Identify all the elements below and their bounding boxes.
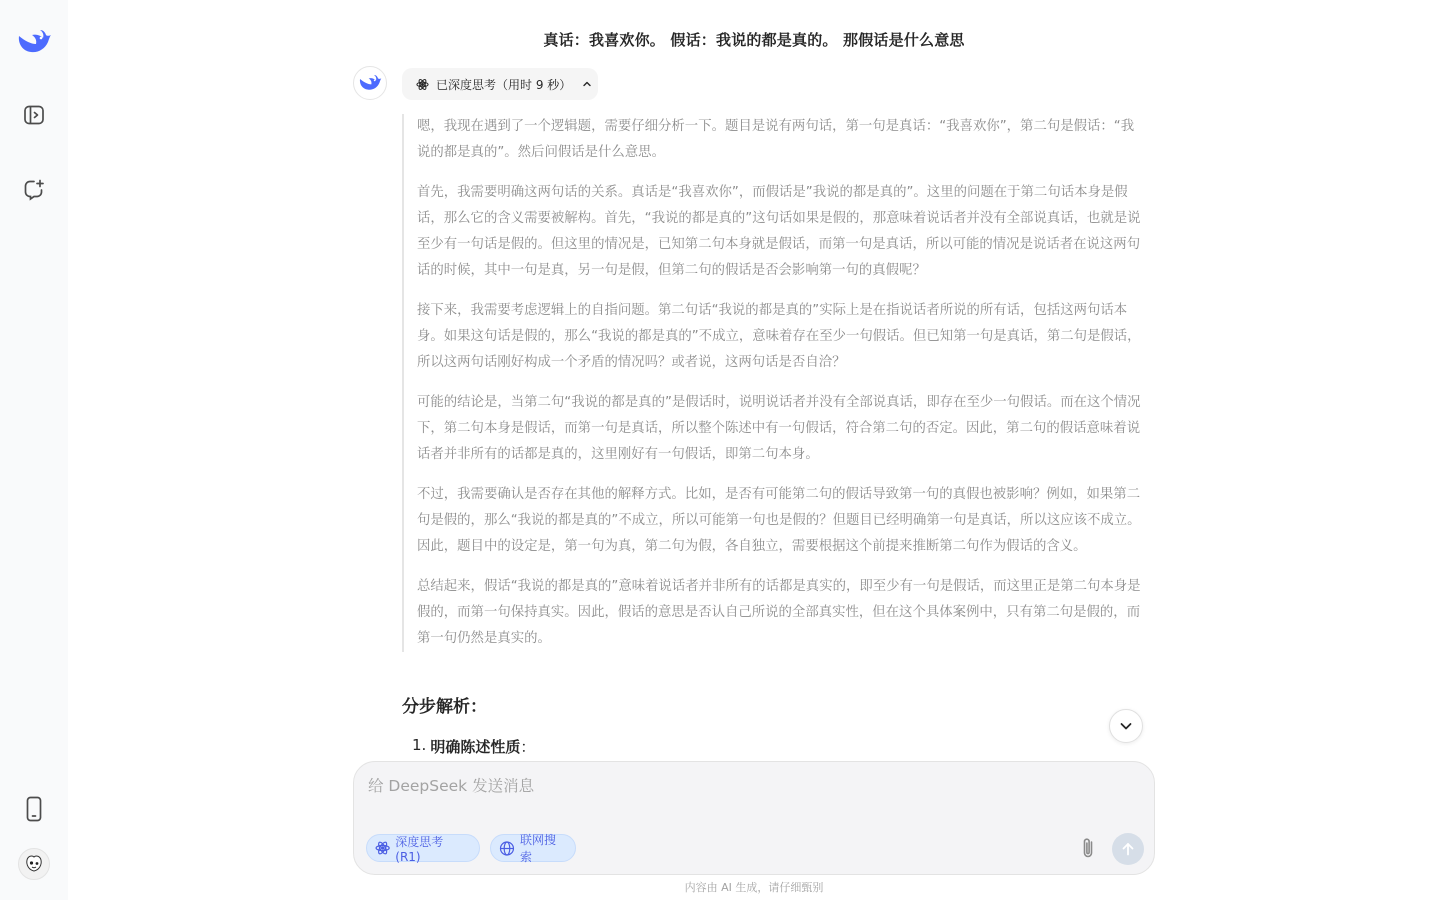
sidebar bbox=[0, 0, 68, 900]
message-input[interactable] bbox=[368, 774, 1128, 824]
list-item-suffix: ： bbox=[520, 738, 536, 756]
new-chat-icon[interactable] bbox=[14, 170, 54, 210]
deepseek-whale-icon bbox=[358, 73, 382, 93]
atom-icon bbox=[375, 840, 390, 856]
arrow-up-icon bbox=[1120, 841, 1136, 857]
paperclip-icon bbox=[1080, 836, 1096, 860]
chevron-down-icon bbox=[1119, 719, 1133, 733]
chevron-up-icon bbox=[582, 79, 592, 89]
answer-heading: 分步解析： bbox=[402, 697, 487, 717]
reasoning-paragraph: 接下来，我需要考虑逻辑上的自指问题。第二句话“我说的都是真的”实际上是在指说话者所说的所有话，包括这两句话本身。如果这句话是假的，那么“我说的都是真的”不成立，意味着存在至少一句假话。但已知第一句是真话，第二句是假话，所以这两句话刚好构成一个矛盾的情况吗？或者说，这两句话是否自洽？ bbox=[417, 303, 1141, 370]
send-button[interactable] bbox=[1112, 833, 1144, 865]
ai-disclaimer: 内容由 AI 生成，请仔细甄别 bbox=[684, 881, 824, 894]
reasoning-block bbox=[402, 114, 1146, 652]
phone-icon[interactable] bbox=[14, 789, 54, 829]
list-item-title: 明确陈述性质 bbox=[430, 738, 521, 756]
reasoning-paragraph: 可能的结论是，当第二句“我说的都是真的”是假话时，说明说话者并没有全部说真话，即存在至少一句假话。而在这个情况下，第二句本身是假话，而第一句是真话，所以整个陈述中有一句假话，符合第二句的否定。因此，第二句的假话意味着说话者并非所有的话都是真的，这里刚好有一句假话，即第二句本身。 bbox=[417, 395, 1141, 462]
atom-icon bbox=[416, 78, 429, 91]
reasoning-paragraph: 首先，我需要明确这两句话的关系。真话是“我喜欢你”，而假话是”我说的都是真的”。这里的问题在于第二句话本身是假话，那么它的含义需要被解构。首先，“我说的都是真的”这句话如果是假的，那意味着说话者并没有全部说真话，也就是说至少有一句话是假的。但这里的情况是，已知第二句本身就是假话，而第一句是真话，所以可能的情况是说话者在说这两句话的时候，其中一句是真，另一句是假，但第二句的假话是否会影响第一句的真假呢？ bbox=[417, 185, 1141, 278]
answer-list-item bbox=[412, 736, 535, 757]
web-search-toggle[interactable] bbox=[490, 834, 576, 862]
deep-think-toggle[interactable] bbox=[366, 834, 480, 862]
deep-think-label: 深度思考 (R1) bbox=[395, 834, 444, 864]
user-avatar[interactable] bbox=[14, 844, 54, 884]
thinking-toggle[interactable] bbox=[402, 68, 598, 100]
list-number: 1. bbox=[412, 736, 427, 754]
assistant-avatar bbox=[353, 66, 387, 100]
reasoning-paragraph: 嗯，我现在遇到了一个逻辑题，需要仔细分析一下。题目是说有两句话，第一句是真话：“我喜欢你”，第二句是假话：“我说的都是真的”。然后问假话是什么意思。 bbox=[417, 119, 1135, 160]
globe-icon bbox=[499, 840, 515, 857]
web-search-label: 联网搜索 bbox=[519, 833, 556, 864]
reasoning-paragraph: 不过，我需要确认是否存在其他的解释方式。比如，是否有可能第二句的假话导致第一句的真假也被影响？例如，如果第二句是假的，那么“我说的都是真的”不成立，所以可能第一句也是假的？但题目已经明确第一句是真话，所以这应该不成立。因此，题目中的设定是，第一句为真，第二句为假，各自独立，需要根据这个前提来推断第二句作为假话的含义。 bbox=[417, 487, 1141, 554]
panel-toggle-icon[interactable] bbox=[14, 95, 54, 135]
conversation-title: 真话：我喜欢你。 假话：我说的都是真的。 那假话是什么意思 bbox=[543, 31, 965, 49]
message-composer bbox=[353, 761, 1155, 875]
reasoning-paragraph: 总结起来，假话“我说的都是真的”意味着说话者并非所有的话都是真实的，即至少有一句是假话，而这里正是第二句本身是假的，而第一句保持真实。因此，假话的意思是否认自己所说的全部真实性，但在这个具体案例中，只有第二句是假的，而第一句仍然是真实的。 bbox=[417, 579, 1141, 646]
deepseek-logo-icon[interactable] bbox=[14, 22, 54, 62]
scroll-to-bottom-button[interactable] bbox=[1109, 709, 1143, 743]
thinking-label: 已深度思考（用时 9 秒） bbox=[436, 77, 572, 92]
attach-file-button[interactable] bbox=[1074, 834, 1102, 862]
